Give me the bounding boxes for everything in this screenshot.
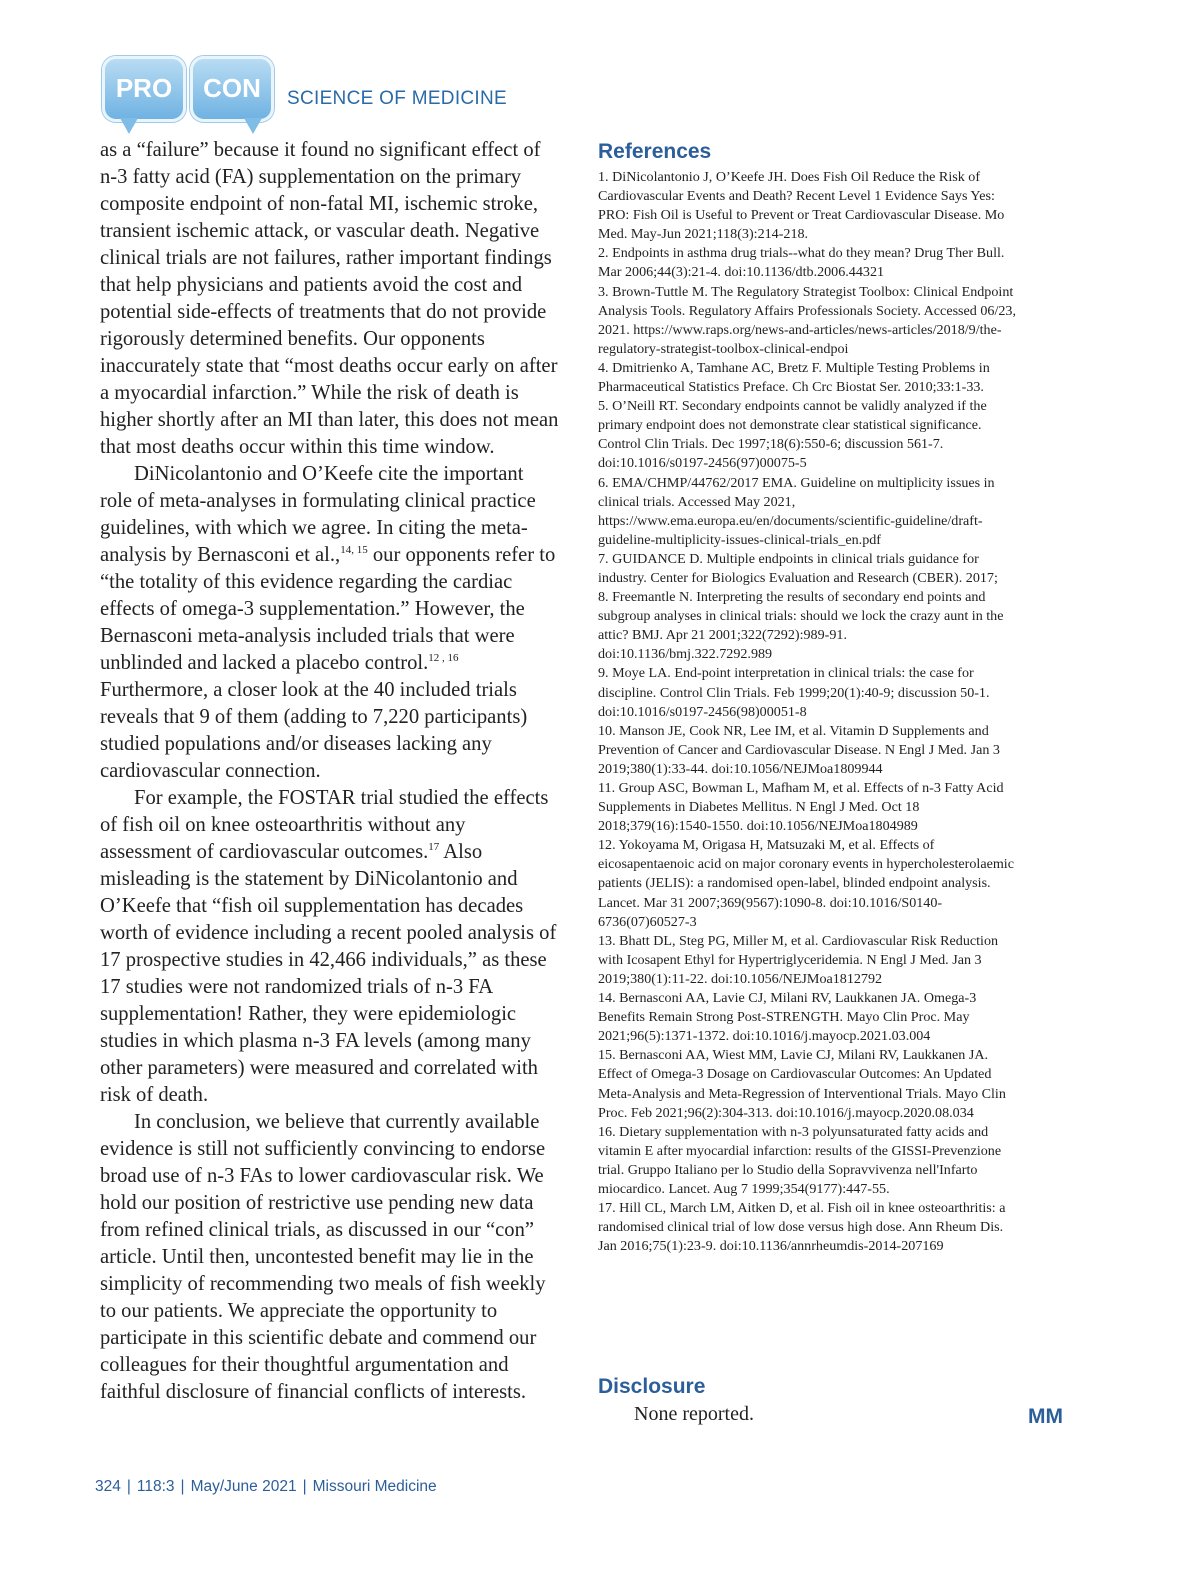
references-heading: References (598, 140, 712, 163)
reference-item: 2. Endpoints in asthma drug trials--what do they mean? Drug Ther Bull. Mar 2006;44(3):21-4. doi:10.1136/dtb.2006.44321 (598, 245, 1005, 281)
paragraph-text: Also misleading is the statement by DiNicolantonio and O’Keefe that “fish oil supplementation has decades worth of evidence including a recent pooled analysis of 17 prospective studies in 42,466 individuals,” as these 17 studies were not randomized trials of n-3 FA supplementation! Rather, they were epidemiologic studies in which plasma n-3 FA levels (among many other parameters) were measured and correlated with risk of death. (100, 841, 557, 1106)
pro-logo-bubble: PRO (102, 56, 186, 122)
section-title: SCIENCE OF MEDICINE (287, 88, 507, 109)
reference-item: 5. O’Neill RT. Secondary endpoints cannot be validly analyzed if the primary endpoint does not demonstrate clear statistical significance. Control Clin Trials. Dec 1997;18(6):550-6; discussion 561-7. doi:10.1016/s0197-2456(97)00075-5 (598, 398, 987, 472)
citation-superscript: 12 , 16 (428, 652, 459, 664)
paragraph-text: DiNicolantonio and O’Keefe cite the important role of meta-analyses in formulating clinical practice guidelines, with which we agree. In citing the meta-analysis by Bernasconi et al., (100, 463, 536, 566)
reference-item: 13. Bhatt DL, Steg PG, Miller M, et al. Cardiovascular Risk Reduction with Icosapent Ethyl for Hypertriglyceridemia. N Engl J Med. Jan 3 2019;380(1):11-22. doi:10.1056/NEJMoa1812792 (598, 932, 999, 987)
disclosure-heading: Disclosure (598, 1375, 706, 1398)
con-logo-bubble: CON (190, 56, 274, 122)
references-section (598, 140, 1023, 1256)
paragraph-text: our opponents refer to “the totality of this evidence regarding the cardiac effects of omega-3 supplementation.” However, the Bernasconi meta-analysis included trials that were unblinded and lacked a placebo control. (100, 544, 556, 674)
body-paragraph-2 (100, 461, 560, 785)
citation-superscript: 14, 15 (340, 544, 368, 556)
references-list (598, 168, 1023, 1256)
reference-item: 3. Brown-Tuttle M. The Regulatory Strategist Toolbox: Clinical Endpoint Analysis Tools. Regulatory Affairs Professionals Society. Accessed 06/23, 2021. https://www.raps.org/news-and-articles/news-articles/2018/9/the-regulatory-strategist-toolbox-clinical-endpoi (598, 283, 1016, 357)
con-bubble-tail (244, 118, 262, 134)
page-number: 324 (95, 1478, 121, 1495)
reference-item: 8. Freemantle N. Interpreting the results of secondary end points and subgroup analyses in clinical trials: should we lock the crazy aunt in the attic? BMJ. Apr 21 2001;322(7292):989-91. doi:10.1136/bmj.322.7292.989 (598, 589, 1004, 663)
reference-item: 17. Hill CL, March LM, Aitken D, et al. Fish oil in knee osteoarthritis: a randomised clinical trial of low dose versus high dose. Ann Rheum Dis. Jan 2016;75(1):23-9. doi:10.1136/annrheumdis-2014-207169 (598, 1200, 1006, 1255)
paragraph-text: In conclusion, we believe that currently available evidence is still not sufficiently convincing to endorse broad use of n-3 FAs to lower cardiovascular risk. We hold our position of restrictive use pending new data from refined clinical trials, as discussed in our “con” article. Until then, uncontested benefit may lie in the simplicity of recommending two meals of fish weekly to our patients. We appreciate the opportunity to participate in this scientific debate and commend our colleagues for their thoughtful argumentation and faithful disclosure of financial conflicts of interests. (100, 1111, 546, 1403)
body-paragraph-1 (100, 137, 560, 461)
reference-item: 11. Group ASC, Bowman L, Mafham M, et al. Effects of n-3 Fatty Acid Supplements in Diabetes Mellitus. N Engl J Med. Oct 18 2018;379(16):1540-1550. doi:10.1056/NEJMoa1804989 (598, 780, 1004, 835)
citation-superscript: 17 (428, 841, 440, 853)
paragraph-text: For example, the FOSTAR trial studied the effects of fish oil on knee osteoarthritis without any assessment of cardiovascular outcomes. (100, 787, 549, 863)
body-paragraph-3 (100, 785, 560, 1109)
end-mark: MM (1028, 1405, 1063, 1428)
reference-item: 12. Yokoyama M, Origasa H, Matsuzaki M, et al. Effects of eicosapentaenoic acid on major coronary events in hypercholesterolaemic patients (JELIS): a randomised open-label, blinded endpoint analysis. Lancet. Mar 31 2007;369(9567):1090-8. doi:10.1016/S0140-6736(07)60527-3 (598, 837, 1014, 930)
disclosure-text: None reported. (634, 1403, 754, 1425)
disclosure-section (598, 1375, 1023, 1426)
reference-item: 16. Dietary supplementation with n-3 polyunsaturated fatty acids and vitamin E after myocardial infarction: results of the GISSI-Prevenzione trial. Gruppo Italiano per lo Studio della Sopravvivenza nell'Infarto miocardico. Lancet. Aug 7 1999;354(9177):447-55. (598, 1123, 1002, 1197)
body-paragraph-4 (100, 1109, 560, 1406)
reference-item: 7. GUIDANCE D. Multiple endpoints in clinical trials guidance for industry. Center for Biologics Evaluation and Research (CBER). 2017; (598, 550, 998, 586)
reference-item: 1. DiNicolantonio J, O’Keefe JH. Does Fish Oil Reduce the Risk of Cardiovascular Events and Death? Recent Level 1 Evidence Says Yes: PRO: Fish Oil is Useful to Prevent or Treat Cardiovascular Disease. Mo Med. May-Jun 2021;118(3):214-218. (598, 169, 1005, 243)
reference-item: 6. EMA/CHMP/44762/2017 EMA. Guideline on multiplicity issues in clinical trials. Accessed May 2021, https://www.ema.europa.eu/en/documents/scientific-guideline/draft-guideline-multiplicity-issues-clinical-trials_en.pdf (598, 474, 995, 548)
article-body (100, 137, 560, 1406)
paragraph-text: Furthermore, a closer look at the 40 included trials reveals that 9 of them (adding to 7,220 participants) studied populations and/or diseases lacking any cardiovascular connection. (100, 679, 528, 782)
reference-item: 10. Manson JE, Cook NR, Lee IM, et al. Vitamin D Supplements and Prevention of Cancer and Cardiovascular Disease. N Engl J Med. Jan 3 2019;380(1):33-44. doi:10.1056/NEJMoa1809944 (598, 722, 1000, 777)
issue-date: May/June 2021 (190, 1478, 297, 1495)
pro-bubble-tail (120, 118, 138, 134)
reference-item: 4. Dmitrienko A, Tamhane AC, Bretz F. Multiple Testing Problems in Pharmaceutical Statistics Preface. Ch Crc Biostat Ser. 2010;33:1-33. (598, 359, 990, 396)
paragraph-text: as a “failure” because it found no significant effect of n-3 fatty acid (FA) supplementation on the primary composite endpoint of non-fatal MI, ischemic stroke, transient ischemic attack, or vascular death. Negative clinical trials are not failures, rather important findings that help physicians and patients avoid the cost and potential side-effects of treatments that do not provide rigorously determined benefits. Our opponents inaccurately state that “most deaths occur early on after a myocardial infarction.” While the risk of death is higher shortly after an MI than later, this does not mean that most deaths occur within this time window. (100, 139, 559, 458)
journal-name: Missouri Medicine (312, 1478, 437, 1495)
reference-item: 15. Bernasconi AA, Wiest MM, Lavie CJ, Milani RV, Laukkanen JA. Effect of Omega-3 Dosage on Cardiovascular Outcomes: An Updated Meta-Analysis and Meta-Regression of Interventional Trials. Mayo Clin Proc. Feb 2021;96(2):304-313. doi:10.1016/j.mayocp.2020.08.034 (598, 1047, 1006, 1121)
page-footer: 324 | 118:3 | May/June 2021 | Missouri Medicine (95, 1478, 437, 1495)
reference-item: 14. Bernasconi AA, Lavie CJ, Milani RV, Laukkanen JA. Omega-3 Benefits Remain Strong Post-STRENGTH. Mayo Clin Proc. May 2021;96(5):1371-1372. doi:10.1016/j.mayocp.2021.03.004 (598, 990, 977, 1045)
journal-header (102, 56, 552, 140)
reference-item: 9. Moye LA. End-point interpretation in clinical trials: the case for discipline. Control Clin Trials. Feb 1999;20(1):40-9; discussion 50-1. doi:10.1016/s0197-2456(98)00051-8 (598, 665, 990, 720)
issue-number: 118:3 (136, 1478, 175, 1495)
